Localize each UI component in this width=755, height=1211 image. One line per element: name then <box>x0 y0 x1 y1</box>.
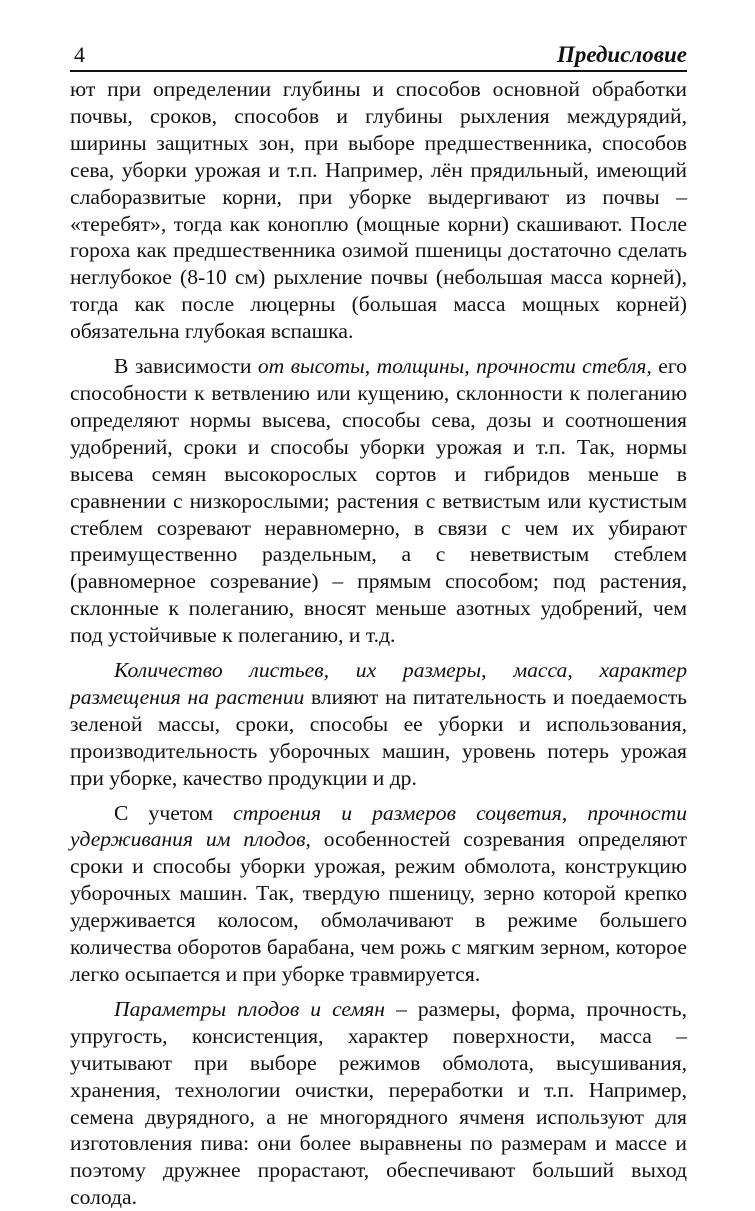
italic-term: строения и размеров соцветия, прочности удерживания им плодов, <box>70 800 687 852</box>
text-segment: особенностей созревания определяют сроки и способы уборки урожая, режим обмолота, конструкцию уборочных машин. Так, твердую пшеницу, зерно которой крепко удерживается колосом, обмолачивают в режиме большего количества оборотов барабана, чем рожь с мягким зерном, которое легко осыпается и при уборке травмируется. <box>70 827 688 986</box>
text-segment: ют при определении глубины и способов основной обработки почвы, сроков, способов и глубины рыхления междурядий, ширины защитных зон, при выборе предшественника, способов сева, уборки урожая и т.п. Например, лён прядильный, имеющий слаборазвитые корни, при уборке выдергивают из почвы – «теребят», тогда как коноплю (мощные корни) скашивают. После гороха как предшественника озимой пшеницы достаточно сделать неглубокое (8-10 см) рыхление почвы (небольшая масса корней), тогда как после люцерны (большая масса мощных корней) обязательна глубокая вспашка. <box>70 77 687 344</box>
book-page <box>70 40 687 1211</box>
paragraph-2 <box>70 353 687 649</box>
text-segment: С учетом <box>114 800 234 825</box>
paragraph-4 <box>70 800 687 988</box>
text-segment: его способности к ветвлению или кущению, склонности к полеганию определяют нормы высева, способы сева, дозы и соотношения удобрений, сроки и способы уборки урожая и т.п. Так, нормы высева семян высокорослых сортов и гибридов меньше в сравнении с низкорослыми; растения с ветвистым или кустистым стеблем созревают неравномерно, в связи с чем их убирают преимущественно раздельным, а с неветвистым стеблем (равномерное созревание) – прямым способом; под растения, склонные к полеганию, вносят меньше азотных удобрений, чем под устойчивые к полеганию, и т.д. <box>70 354 687 648</box>
page-body <box>70 76 687 1211</box>
italic-term: от высоты, толщины, прочности стебля, <box>257 354 652 379</box>
text-segment: влияют на питательность и поедаемость зеленой массы, сроки, способы ее уборки и использования, производительность уборочных машин, уровень потерь урожая при уборке, качество продукции и др. <box>70 684 687 790</box>
paragraph-3 <box>70 657 687 792</box>
page-header <box>70 40 687 72</box>
text-segment: – размеры, форма, прочность, упругость, консистенция, характер поверхности, масса – учитывают при выборе режимов обмолота, высушивания, хранения, технологии очистки, переработки и т.п. Например, семена двурядного, а не многорядного ячменя используют для изготовления пива: они более выравнены по размерам и массе и поэтому дружнее прорастают, обеспечивают больший выход солода. <box>70 996 687 1210</box>
page-number: 4 <box>74 42 85 67</box>
running-title: Предисловие <box>556 42 687 67</box>
text-segment: В зависимости <box>114 354 258 379</box>
paragraph-1 <box>70 76 687 345</box>
italic-term: Количество листьев, их размеры, масса, характер размещения на растении <box>70 658 687 709</box>
paragraph-5 <box>70 996 687 1211</box>
italic-term: Параметры плодов и семян <box>114 996 386 1021</box>
